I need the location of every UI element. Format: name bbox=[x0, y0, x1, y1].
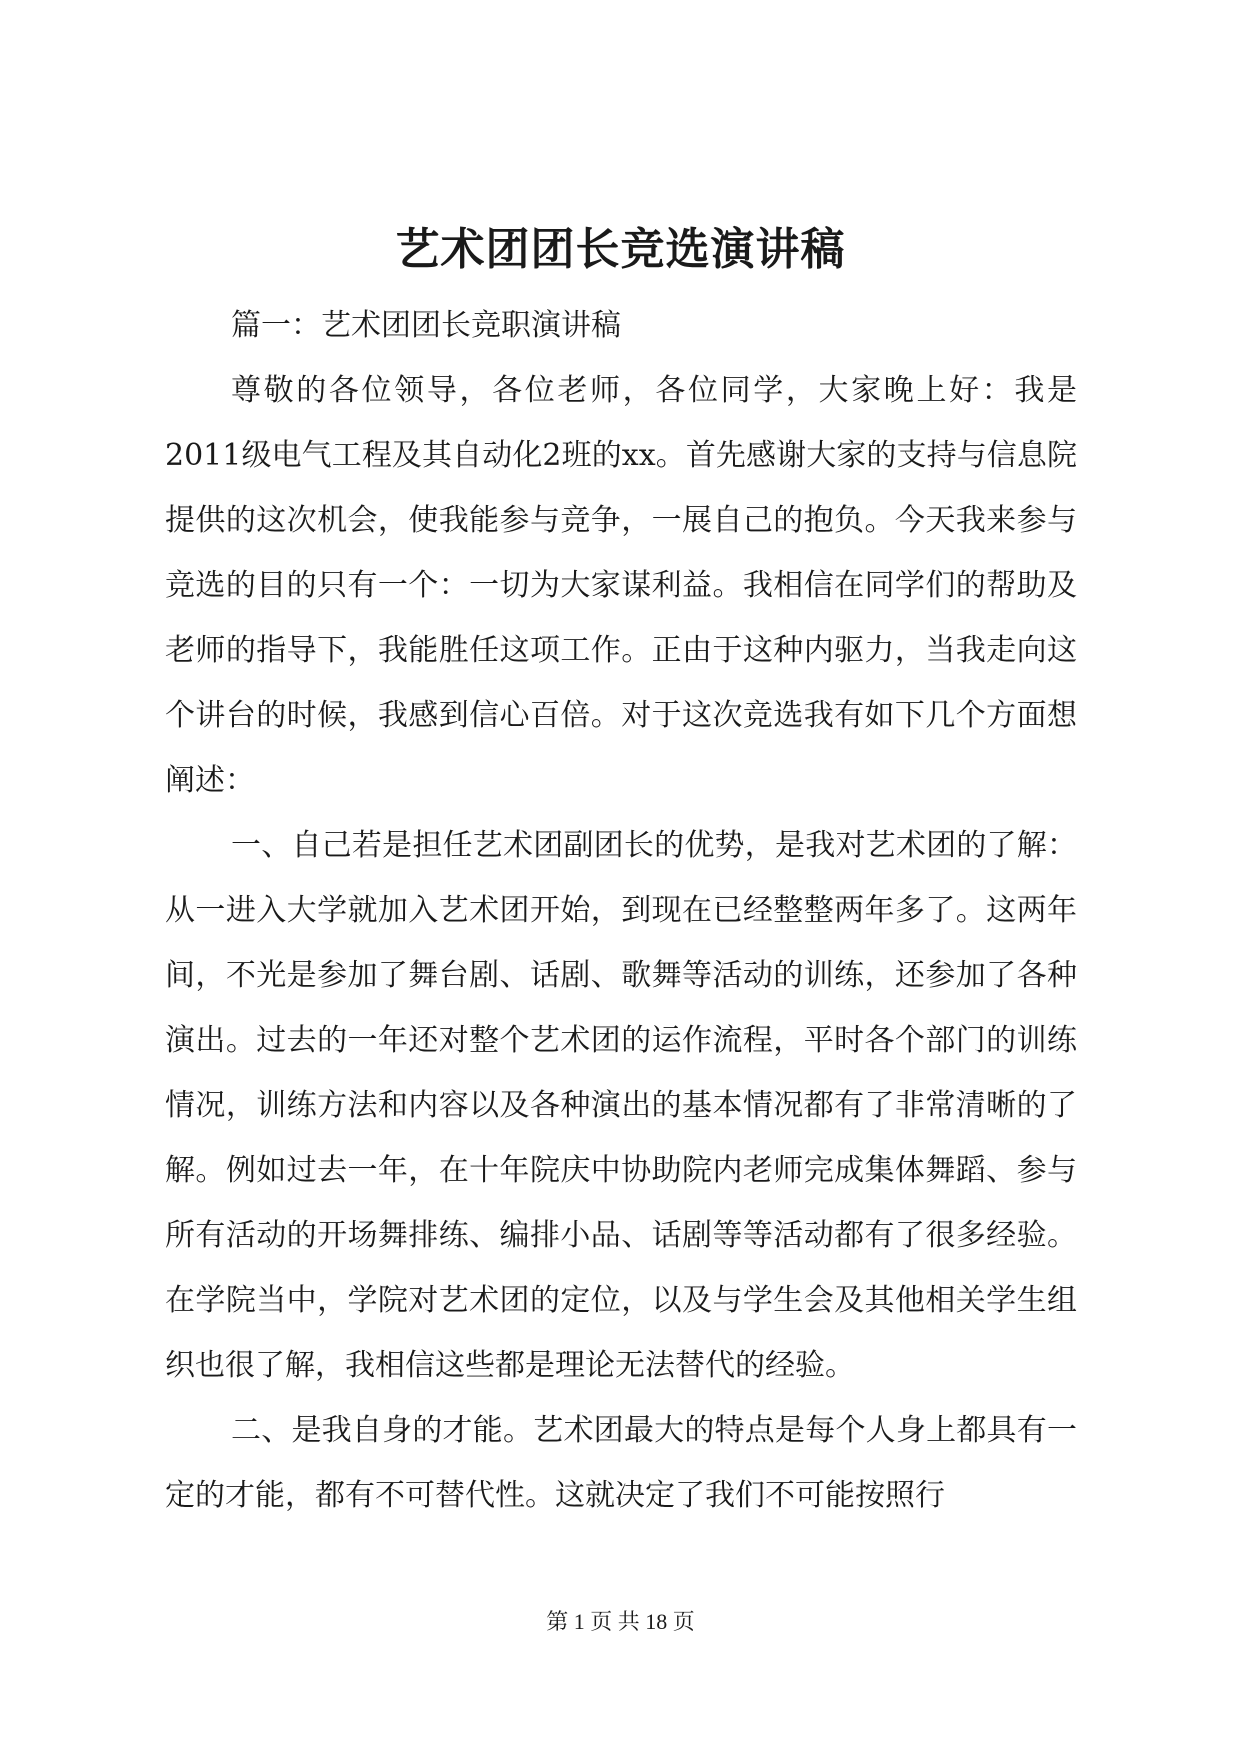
paragraph-point-two: 二、是我自身的才能。艺术团最大的特点是每个人身上都具有一定的才能，都有不可替代性。这就决定了我们不可能按照行 bbox=[165, 1413, 1077, 1513]
document-body bbox=[165, 293, 1077, 1528]
page-number-footer: 第 1 页 共 18 页 bbox=[546, 1609, 695, 1634]
paragraph-greeting: 尊敬的各位领导，各位老师，各位同学，大家晚上好：我是2011级电气工程及其自动化2班的xx。首先感谢大家的支持与信息院提供的这次机会，使我能参与竞争，一展自己的抱负。今天我来参与竞选的目的只有一个：一切为大家谋利益。我相信在同学们的帮助及老师的指导下，我能胜任这项工作。正由于这种内驱力，当我走向这个讲台的时候，我感到信心百倍。对于这次竞选我有如下几个方面想阐述： bbox=[165, 373, 1077, 798]
document-title: 艺术团团长竞选演讲稿 bbox=[395, 224, 846, 275]
section-subheading: 篇一：艺术团团长竞职演讲稿 bbox=[231, 308, 621, 343]
paragraph-point-one: 一、自己若是担任艺术团副团长的优势，是我对艺术团的了解：从一进入大学就加入艺术团开始，到现在已经整整两年多了。这两年间，不光是参加了舞台剧、话剧、歌舞等活动的训练，还参加了各种演出。过去的一年还对整个艺术团的运作流程，平时各个部门的训练情况，训练方法和内容以及各种演出的基本情况都有了非常清晰的了解。例如过去一年，在十年院庆中协助院内老师完成集体舞蹈、参与所有活动的开场舞排练、编排小品、话剧等等活动都有了很多经验。在学院当中，学院对艺术团的定位，以及与学生会及其他相关学生组织也很了解，我相信这些都是理论无法替代的经验。 bbox=[165, 828, 1077, 1383]
